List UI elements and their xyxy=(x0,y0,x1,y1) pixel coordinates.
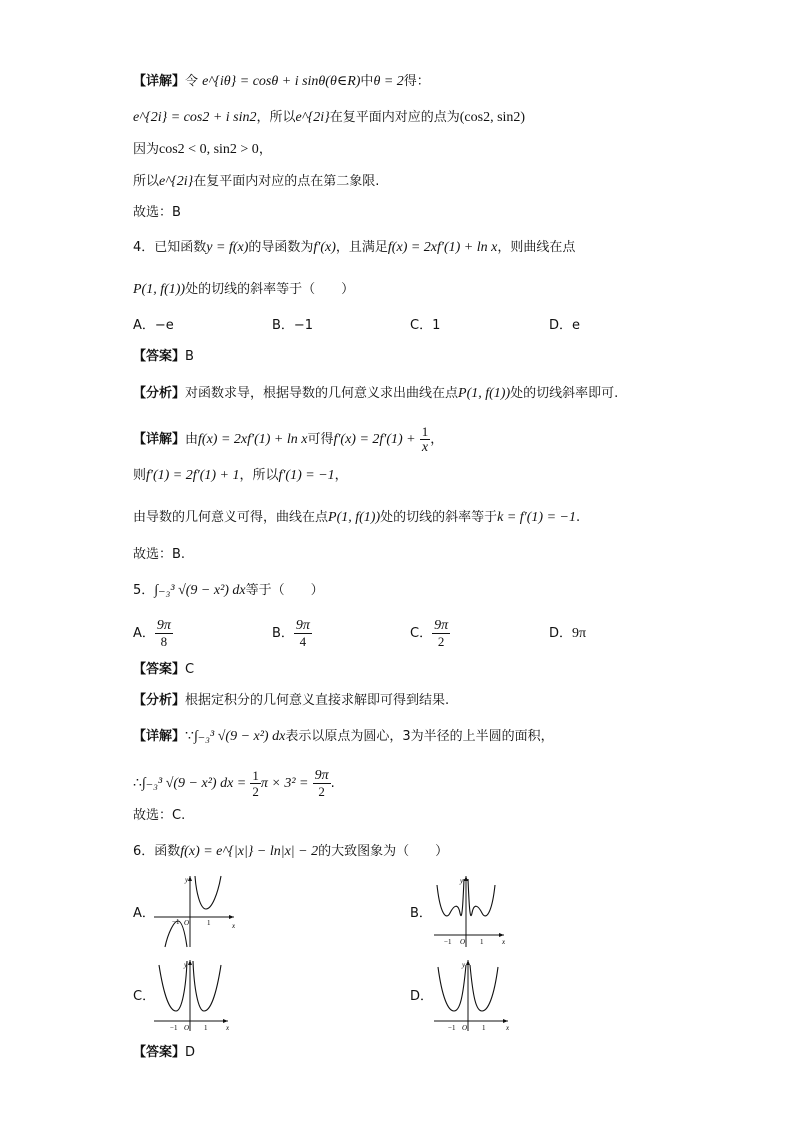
q4-stem-line2: P(1, f(1))处的切线的斜率等于（ ） xyxy=(133,282,355,297)
q4-analysis: 【分析】对函数求导，根据导数的几何意义求出曲线在点P(1, f(1))处的切线斜率即可. xyxy=(133,386,619,401)
graph-option-c xyxy=(152,957,236,1033)
analysis-tag: 【分析】 xyxy=(133,386,186,401)
q5-detail-line2: ∴∫₋₃³ √(9 − x²) dx = $\frac{1}{2}$ π × 3² = $\frac{9\pi}{2}$ . xyxy=(133,768,335,799)
svg-text:1: 1 xyxy=(482,1024,486,1032)
q4-detail-line1: 【详解】由f(x) = 2xf′(1) + ln x可得f′(x) = 2f′(1) + $\frac{1}{x}$ ， xyxy=(133,424,444,455)
svg-text:1: 1 xyxy=(480,938,484,946)
q4-detail-line3: 由导数的几何意义可得，曲线在点P(1, f(1))处的切线的斜率等于k = f′(1) = −1. xyxy=(133,510,581,525)
q4-stem-line1: 4．已知函数y = f(x)的导函数为f′(x)，且满足f(x) = 2xf′(1) + ln x，则曲线在点 xyxy=(133,240,576,255)
svg-text:x: x xyxy=(502,938,506,946)
because-symbol: ∵ xyxy=(185,729,194,744)
q5-option-b: B． $\frac{9\pi}{4}$ xyxy=(272,618,310,649)
q5-answer: 【答案】C xyxy=(133,662,195,677)
svg-text:y: y xyxy=(460,877,464,885)
answer-tag: 【答案】 xyxy=(133,349,186,364)
q5-choice-line: 故选：C. xyxy=(133,808,186,823)
q4-option-b: B．−1 xyxy=(272,318,314,333)
q5-detail-line1: 【详解】∵∫₋₃³ √(9 − x²) dx表示以原点为圆心，3为半径的上半圆的面积， xyxy=(133,729,554,744)
svg-text:1: 1 xyxy=(207,919,211,927)
q6-option-d-label: D． xyxy=(410,989,434,1004)
q5-analysis: 【分析】根据定积分的几何意义直接求解即可得到结果. xyxy=(133,693,450,708)
q6-answer: 【答案】D xyxy=(133,1045,196,1060)
q5-option-d: D．9π xyxy=(549,626,587,641)
svg-text:y: y xyxy=(462,961,466,969)
q6-option-a-label: A． xyxy=(133,906,155,921)
q6-stem: 6．函数f(x) = e^{|x|} − ln|x| − 2的大致图象为（ ） xyxy=(133,844,449,859)
q4-option-a: A．−e xyxy=(133,318,174,333)
detail-tag: 【详解】 xyxy=(133,74,186,89)
q6-option-c-label: C． xyxy=(133,989,156,1004)
q6-option-b-label: B． xyxy=(410,906,432,921)
svg-text:y: y xyxy=(184,961,188,969)
p3-detail-line1: 【详解】令 e^{iθ} = cosθ + i sinθ(θ∈R)中θ = 2得： xyxy=(133,74,430,89)
question-number: 6． xyxy=(133,844,155,859)
svg-text:y: y xyxy=(185,876,189,884)
graph-option-b xyxy=(432,873,512,949)
svg-text:O: O xyxy=(462,1024,468,1032)
detail-tag: 【详解】 xyxy=(133,729,186,744)
q5-option-c: C． $\frac{9\pi}{2}$ xyxy=(410,618,449,649)
q5-stem: 5．∫₋₃³ √(9 − x²) dx等于（ ） xyxy=(133,583,324,598)
therefore-symbol: ∴ xyxy=(133,776,142,791)
question-number: 4． xyxy=(133,240,155,255)
q4-option-d: D．e xyxy=(549,318,581,333)
fraction-1-over-x: $\frac{1}{x}$ xyxy=(421,424,429,455)
q4-detail-line2: 则f′(1) = 2f′(1) + 1，所以f′(1) = −1， xyxy=(133,468,348,483)
q4-answer: 【答案】B xyxy=(133,349,194,364)
q5-option-a: A． $\frac{9\pi}{8}$ xyxy=(133,618,171,649)
svg-text:−1: −1 xyxy=(448,1024,456,1032)
p3-detail-line3: 因为cos2 < 0, sin2 > 0， xyxy=(133,142,272,157)
svg-text:−1: −1 xyxy=(444,938,452,946)
svg-text:x: x xyxy=(232,922,236,930)
svg-text:−1: −1 xyxy=(170,1024,178,1032)
p3-detail-line4: 所以e^{2i}在复平面内对应的点在第二象限. xyxy=(133,174,380,189)
p3-detail-line2: e^{2i} = cos2 + i sin2，所以e^{2i}在复平面内对应的点为(cos2, sin2) xyxy=(133,110,526,125)
graph-option-d xyxy=(432,957,516,1033)
detail-tag: 【详解】 xyxy=(133,432,186,447)
svg-text:x: x xyxy=(226,1024,230,1032)
q4-option-c: C．1 xyxy=(410,318,441,333)
analysis-tag: 【分析】 xyxy=(133,693,186,708)
euler-formula: e^{iθ} = cosθ + i sinθ(θ∈R) xyxy=(202,74,361,89)
svg-text:O: O xyxy=(184,1024,190,1032)
integral-expression: ∫₋₃³ √(9 − x²) dx xyxy=(154,583,246,598)
question-number: 5． xyxy=(133,583,155,598)
svg-text:−1: −1 xyxy=(172,918,180,926)
svg-text:O: O xyxy=(460,938,466,946)
graph-option-a xyxy=(150,873,240,949)
svg-text:O: O xyxy=(184,919,190,927)
answer-tag: 【答案】 xyxy=(133,662,186,677)
p3-choice-line: 故选：B xyxy=(133,205,181,220)
answer-tag: 【答案】 xyxy=(133,1045,186,1060)
svg-text:1: 1 xyxy=(204,1024,208,1032)
svg-text:x: x xyxy=(506,1024,510,1032)
q4-choice-line: 故选：B. xyxy=(133,547,186,562)
